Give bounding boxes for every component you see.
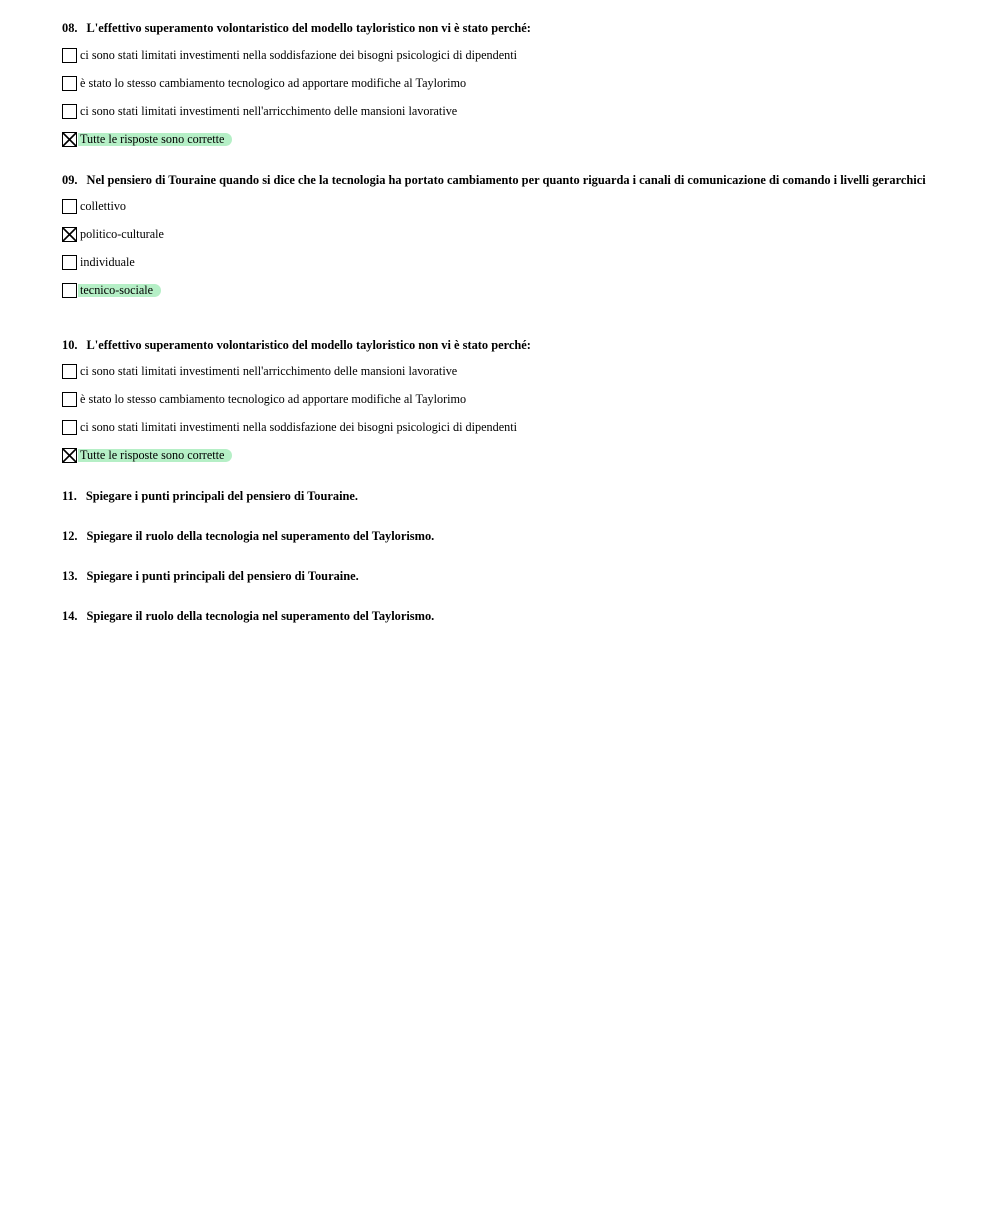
question-13 bbox=[62, 569, 359, 583]
answer-label: ci sono stati limitati investimenti nella soddisfazione dei bisogni psicologici di dipendenti bbox=[80, 419, 517, 434]
question-text: L'effettivo superamento volontaristico del modello tayloristico non vi è stato perché: bbox=[86, 338, 531, 352]
answer-label: ci sono stati limitati investimenti nella soddisfazione dei bisogni psicologici di dipendenti bbox=[80, 47, 517, 62]
answer-label: collettivo bbox=[80, 198, 127, 213]
answer-label: individuale bbox=[80, 254, 135, 269]
checkbox[interactable] bbox=[62, 76, 77, 91]
question-11 bbox=[62, 489, 358, 503]
checkmark-cross-icon bbox=[62, 132, 77, 147]
answer-label: politico-culturale bbox=[80, 226, 164, 241]
answer-label: Tutte le risposte sono corrette bbox=[78, 449, 232, 462]
question-10 bbox=[62, 338, 942, 463]
answer-option[interactable] bbox=[62, 131, 942, 147]
question-number: 12. bbox=[62, 529, 78, 543]
answer-option[interactable] bbox=[62, 198, 942, 214]
checkbox[interactable] bbox=[62, 199, 77, 214]
answer-label: Tutte le risposte sono corrette bbox=[78, 133, 232, 146]
question-number: 11. bbox=[62, 489, 77, 503]
checkbox[interactable] bbox=[62, 283, 77, 298]
answer-option[interactable] bbox=[62, 282, 942, 298]
question-text: Spiegare il ruolo della tecnologia nel superamento del Taylorismo. bbox=[86, 609, 435, 623]
checkbox[interactable] bbox=[62, 48, 77, 63]
question-number: 09. bbox=[62, 173, 78, 187]
question-08 bbox=[62, 21, 942, 147]
checkbox[interactable] bbox=[62, 420, 77, 435]
answer-label: è stato lo stesso cambiamento tecnologico ad apportare modifiche al Taylorimo bbox=[80, 391, 467, 406]
checkbox[interactable] bbox=[62, 448, 77, 463]
answer-option[interactable] bbox=[62, 75, 942, 91]
answer-option[interactable] bbox=[62, 447, 942, 463]
checkbox[interactable] bbox=[62, 227, 77, 242]
checkbox[interactable] bbox=[62, 255, 77, 270]
checkmark-cross-icon bbox=[62, 448, 77, 463]
answer-label: tecnico-sociale bbox=[78, 284, 161, 297]
question-number: 13. bbox=[62, 569, 78, 583]
answer-option[interactable] bbox=[62, 103, 942, 119]
question-number: 10. bbox=[62, 338, 78, 352]
answer-label: è stato lo stesso cambiamento tecnologico ad apportare modifiche al Taylorimo bbox=[80, 75, 467, 90]
checkbox[interactable] bbox=[62, 104, 77, 119]
question-09 bbox=[62, 173, 942, 298]
answer-label: ci sono stati limitati investimenti nell'arricchimento delle mansioni lavorative bbox=[80, 103, 458, 118]
question-number: 14. bbox=[62, 609, 78, 623]
question-text: Spiegare i punti principali del pensiero di Touraine. bbox=[85, 489, 359, 503]
answer-option[interactable] bbox=[62, 419, 942, 435]
question-text: Spiegare il ruolo della tecnologia nel superamento del Taylorismo. bbox=[86, 529, 435, 543]
question-title bbox=[62, 338, 942, 352]
answer-option[interactable] bbox=[62, 254, 942, 270]
question-text: Spiegare i punti principali del pensiero di Touraine. bbox=[86, 569, 359, 583]
question-title bbox=[62, 173, 942, 187]
answer-option[interactable] bbox=[62, 47, 942, 63]
answer-label: ci sono stati limitati investimenti nell'arricchimento delle mansioni lavorative bbox=[80, 363, 458, 378]
question-text: Nel pensiero di Touraine quando si dice che la tecnologia ha portato cambiamento per quanto riguarda i canali di comunicazione di comando i livelli gerarchici bbox=[86, 173, 926, 187]
checkbox[interactable] bbox=[62, 392, 77, 407]
question-text: L'effettivo superamento volontaristico del modello tayloristico non vi è stato perché: bbox=[86, 21, 531, 35]
checkbox[interactable] bbox=[62, 132, 77, 147]
question-title bbox=[62, 21, 942, 35]
question-number: 08. bbox=[62, 21, 78, 35]
answer-option[interactable] bbox=[62, 226, 942, 242]
checkmark-cross-icon bbox=[62, 227, 77, 242]
answer-option[interactable] bbox=[62, 391, 942, 407]
question-12 bbox=[62, 529, 434, 543]
answer-option[interactable] bbox=[62, 363, 942, 379]
question-14 bbox=[62, 609, 434, 623]
checkbox[interactable] bbox=[62, 364, 77, 379]
